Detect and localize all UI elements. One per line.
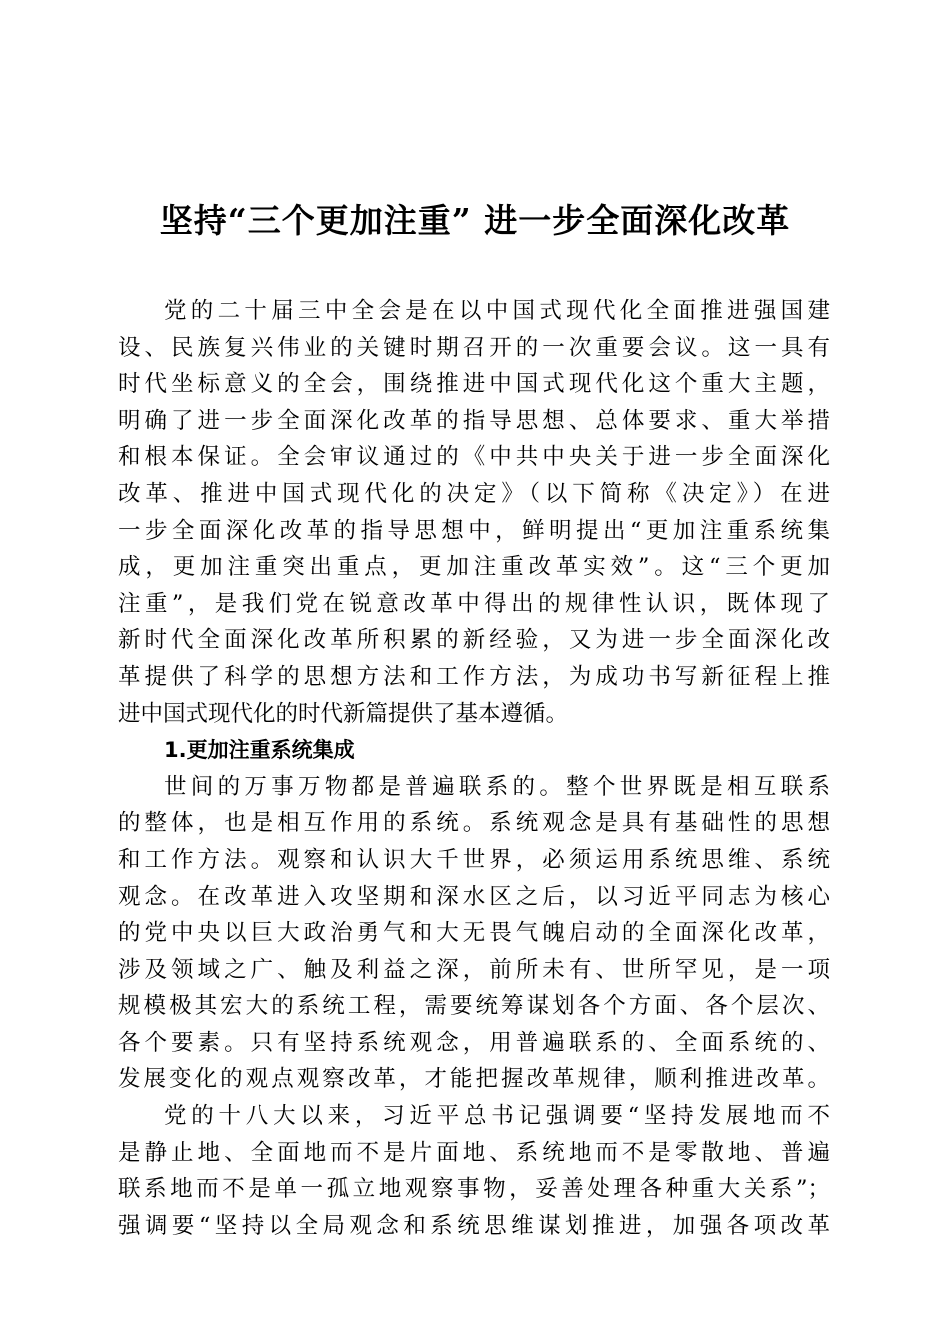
text-line: 党的二十届三中全会是在以中国式现代化全面推进强国建 — [164, 298, 830, 324]
text-line: 观念。在改革进入攻坚期和深水区之后，以习近平同志为核心 — [118, 883, 830, 910]
text-line: 新时代全面深化改革所积累的新经验，又为进一步全面深化改 — [118, 627, 830, 654]
text-line: 是静止地、全面地而不是片面地、系统地而不是零散地、普遍 — [118, 1139, 830, 1166]
text-line: 改革、推进中国式现代化的决定》（以下简称《决定》）在进 — [118, 480, 830, 507]
text-line: 设、民族复兴伟业的关键时期召开的一次重要会议。这一具有 — [118, 334, 830, 361]
paragraph-system-integration — [118, 769, 830, 1098]
document-body — [118, 293, 830, 1244]
text-line: 注重”，是我们党在锐意改革中得出的规律性认识，既体现了 — [118, 590, 830, 617]
document-title: 坚持“三个更加注重” 进一步全面深化改革 — [159, 201, 791, 240]
text-line: 明确了进一步全面深化改革的指导思想、总体要求、重大举措 — [118, 407, 830, 434]
text-line: 发展变化的观点观察改革，才能把握改革规律，顺利推进改革。 — [118, 1066, 830, 1093]
paragraph-eighteenth-congress — [118, 1098, 830, 1244]
text-line: 规模极其宏大的系统工程，需要统筹谋划各个方面、各个层次、 — [118, 993, 830, 1020]
text-line: 进中国式现代化的时代新篇提供了基本遵循。 — [118, 700, 569, 727]
text-line: 强调要“坚持以全局观念和系统思维谋划推进，加强各项改革 — [118, 1212, 830, 1239]
text-line: 联系地而不是单一孤立地观察事物，妥善处理各种重大关系”； — [118, 1176, 830, 1203]
text-line: 的党中央以巨大政治勇气和大无畏气魄启动的全面深化改革， — [118, 920, 830, 947]
text-line: 成，更加注重突出重点，更加注重改革实效”。这“三个更加 — [118, 554, 830, 581]
text-line: 各个要素。只有坚持系统观念，用普遍联系的、全面系统的、 — [118, 1029, 830, 1056]
text-line: 的整体，也是相互作用的系统。系统观念是具有基础性的思想 — [118, 810, 830, 837]
text-line: 时代坐标意义的全会，围绕推进中国式现代化这个重大主题， — [118, 371, 830, 398]
section-heading: 1.更加注重系统集成 — [164, 738, 355, 763]
text-line: 一步全面深化改革的指导思想中，鲜明提出“更加注重系统集 — [118, 517, 830, 544]
text-line: 党的十八大以来，习近平总书记强调要“坚持发展地而不 — [164, 1103, 830, 1130]
text-line: 和根本保证。全会审议通过的《中共中央关于进一步全面深化 — [118, 444, 830, 471]
text-line: 和工作方法。观察和认识大千世界，必须运用系统思维、系统 — [118, 846, 830, 873]
text-line: 世间的万事万物都是普遍联系的。整个世界既是相互联系 — [164, 773, 830, 800]
text-line: 涉及领域之广、触及利益之深，前所未有、世所罕见，是一项 — [118, 956, 830, 983]
paragraph-intro — [118, 293, 830, 732]
text-line: 革提供了科学的思想方法和工作方法，为成功书写新征程上推 — [118, 663, 830, 690]
